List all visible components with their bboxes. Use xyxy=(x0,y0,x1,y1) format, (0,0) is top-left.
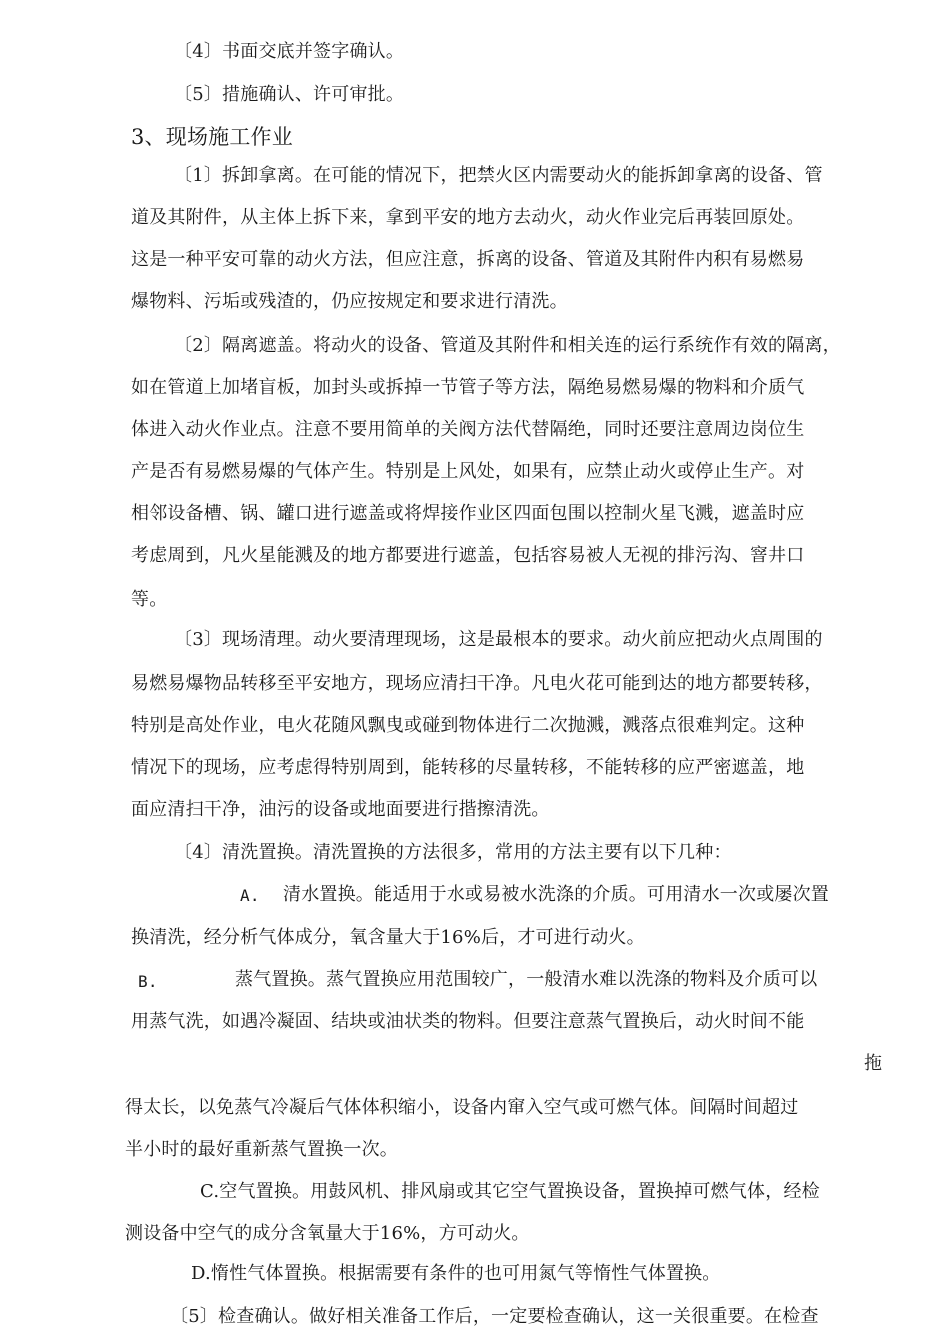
paragraph-line: 道及其附件，从主体上拆下来，拿到平安的地方去动火，动火作业完后再装回原处。 xyxy=(131,207,805,228)
paragraph-line: 情况下的现场，应考虑得特别周到，能转移的尽量转移，不能转移的应严密遮盖，地 xyxy=(131,757,805,778)
paragraph-line: 考虑周到，凡火星能溅及的地方都要进行遮盖，包括容易被人无视的排污沟、窨井口 xyxy=(131,545,805,566)
paragraph-line: 蒸气置换。蒸气置换应用范围较广，一般清水难以洗涤的物料及介质可以 xyxy=(235,969,818,990)
paragraph-line: 产是否有易燃易爆的气体产生。特别是上风处，如果有，应禁止动火或停止生产。对 xyxy=(131,461,805,482)
section-heading-site-work: 3、现场施工作业 xyxy=(131,125,293,149)
paragraph-line: 面应清扫干净，油污的设备或地面要进行揩擦清洗。 xyxy=(131,799,550,820)
paragraph-line: 用蒸气洗，如遇冷凝固、结块或油状类的物料。但要注意蒸气置换后，动火时间不能 xyxy=(131,1011,805,1032)
paragraph-line: D.惰性气体置换。根据需要有条件的也可用氮气等惰性气体置换。 xyxy=(191,1263,721,1284)
paragraph-line: 拖 xyxy=(864,1053,883,1074)
paragraph-line: 〔4〕清洗置换。清洗置换的方法很多，常用的方法主要有以下几种： xyxy=(174,842,732,863)
paragraph-line: 得太长，以免蒸气冷凝后气体体积缩小，设备内窜入空气或可燃气体。间隔时间超过 xyxy=(125,1097,799,1118)
paragraph-line: 〔5〕检查确认。做好相关准备工作后，一定要检查确认，这一关很重要。在检查 xyxy=(170,1306,819,1327)
paragraph-line: C.空气置换。用鼓风机、排风扇或其它空气置换设备，置换掉可燃气体，经检 xyxy=(200,1181,820,1202)
list-marker-a: A. xyxy=(240,886,260,905)
paragraph-line: 换清洗，经分析气体成分，氧含量大于16%后，才可进行动火。 xyxy=(131,927,645,948)
paragraph-line: 相邻设备槽、锅、罐口进行遮盖或将焊接作业区四面包围以控制火星飞溅，遮盖时应 xyxy=(131,503,805,524)
paragraph-line: 〔3〕现场清理。动火要清理现场，这是最根本的要求。动火前应把动火点周围的 xyxy=(174,629,823,650)
paragraph-line: 半小时的最好重新蒸气置换一次。 xyxy=(125,1139,398,1160)
paragraph-line: 如在管道上加堵盲板，加封头或拆掉一节管子等方法，隔绝易燃易爆的物料和介质气 xyxy=(131,377,805,398)
list-item-4-written-briefing: 〔4〕书面交底并签字确认。 xyxy=(174,41,405,62)
paragraph-line: 特别是高处作业，电火花随风飘曳或碰到物体进行二次抛溅，溅落点很难判定。这种 xyxy=(131,715,805,736)
paragraph-line: 易燃易爆物品转移至平安地方，现场应清扫干净。凡电火花可能到达的地方都要转移， xyxy=(131,673,823,694)
paragraph-line: 等。 xyxy=(131,589,168,610)
paragraph-line: 这是一种平安可靠的动火方法，但应注意，拆离的设备、管道及其附件内积有易燃易 xyxy=(131,249,805,270)
paragraph-line: 体进入动火作业点。注意不要用简单的关阀方法代替隔绝，同时还要注意周边岗位生 xyxy=(131,419,805,440)
paragraph-line: 爆物料、污垢或残渣的，仍应按规定和要求进行清洗。 xyxy=(131,291,568,312)
list-item-5-measures-approval: 〔5〕措施确认、许可审批。 xyxy=(174,84,405,105)
paragraph-line: 测设备中空气的成分含氧量大于16%，方可动火。 xyxy=(125,1223,530,1244)
paragraph-line: 清水置换。能适用于水或易被水洗涤的介质。可用清水一次或屡次置 xyxy=(283,884,829,905)
paragraph-line: 〔2〕隔离遮盖。将动火的设备、管道及其附件和相关连的运行系统作有效的隔离， xyxy=(174,335,841,356)
paragraph-line: 〔1〕拆卸拿离。在可能的情况下，把禁火区内需要动火的能拆卸拿离的设备、管 xyxy=(174,165,823,186)
list-marker-b: B. xyxy=(138,972,158,991)
